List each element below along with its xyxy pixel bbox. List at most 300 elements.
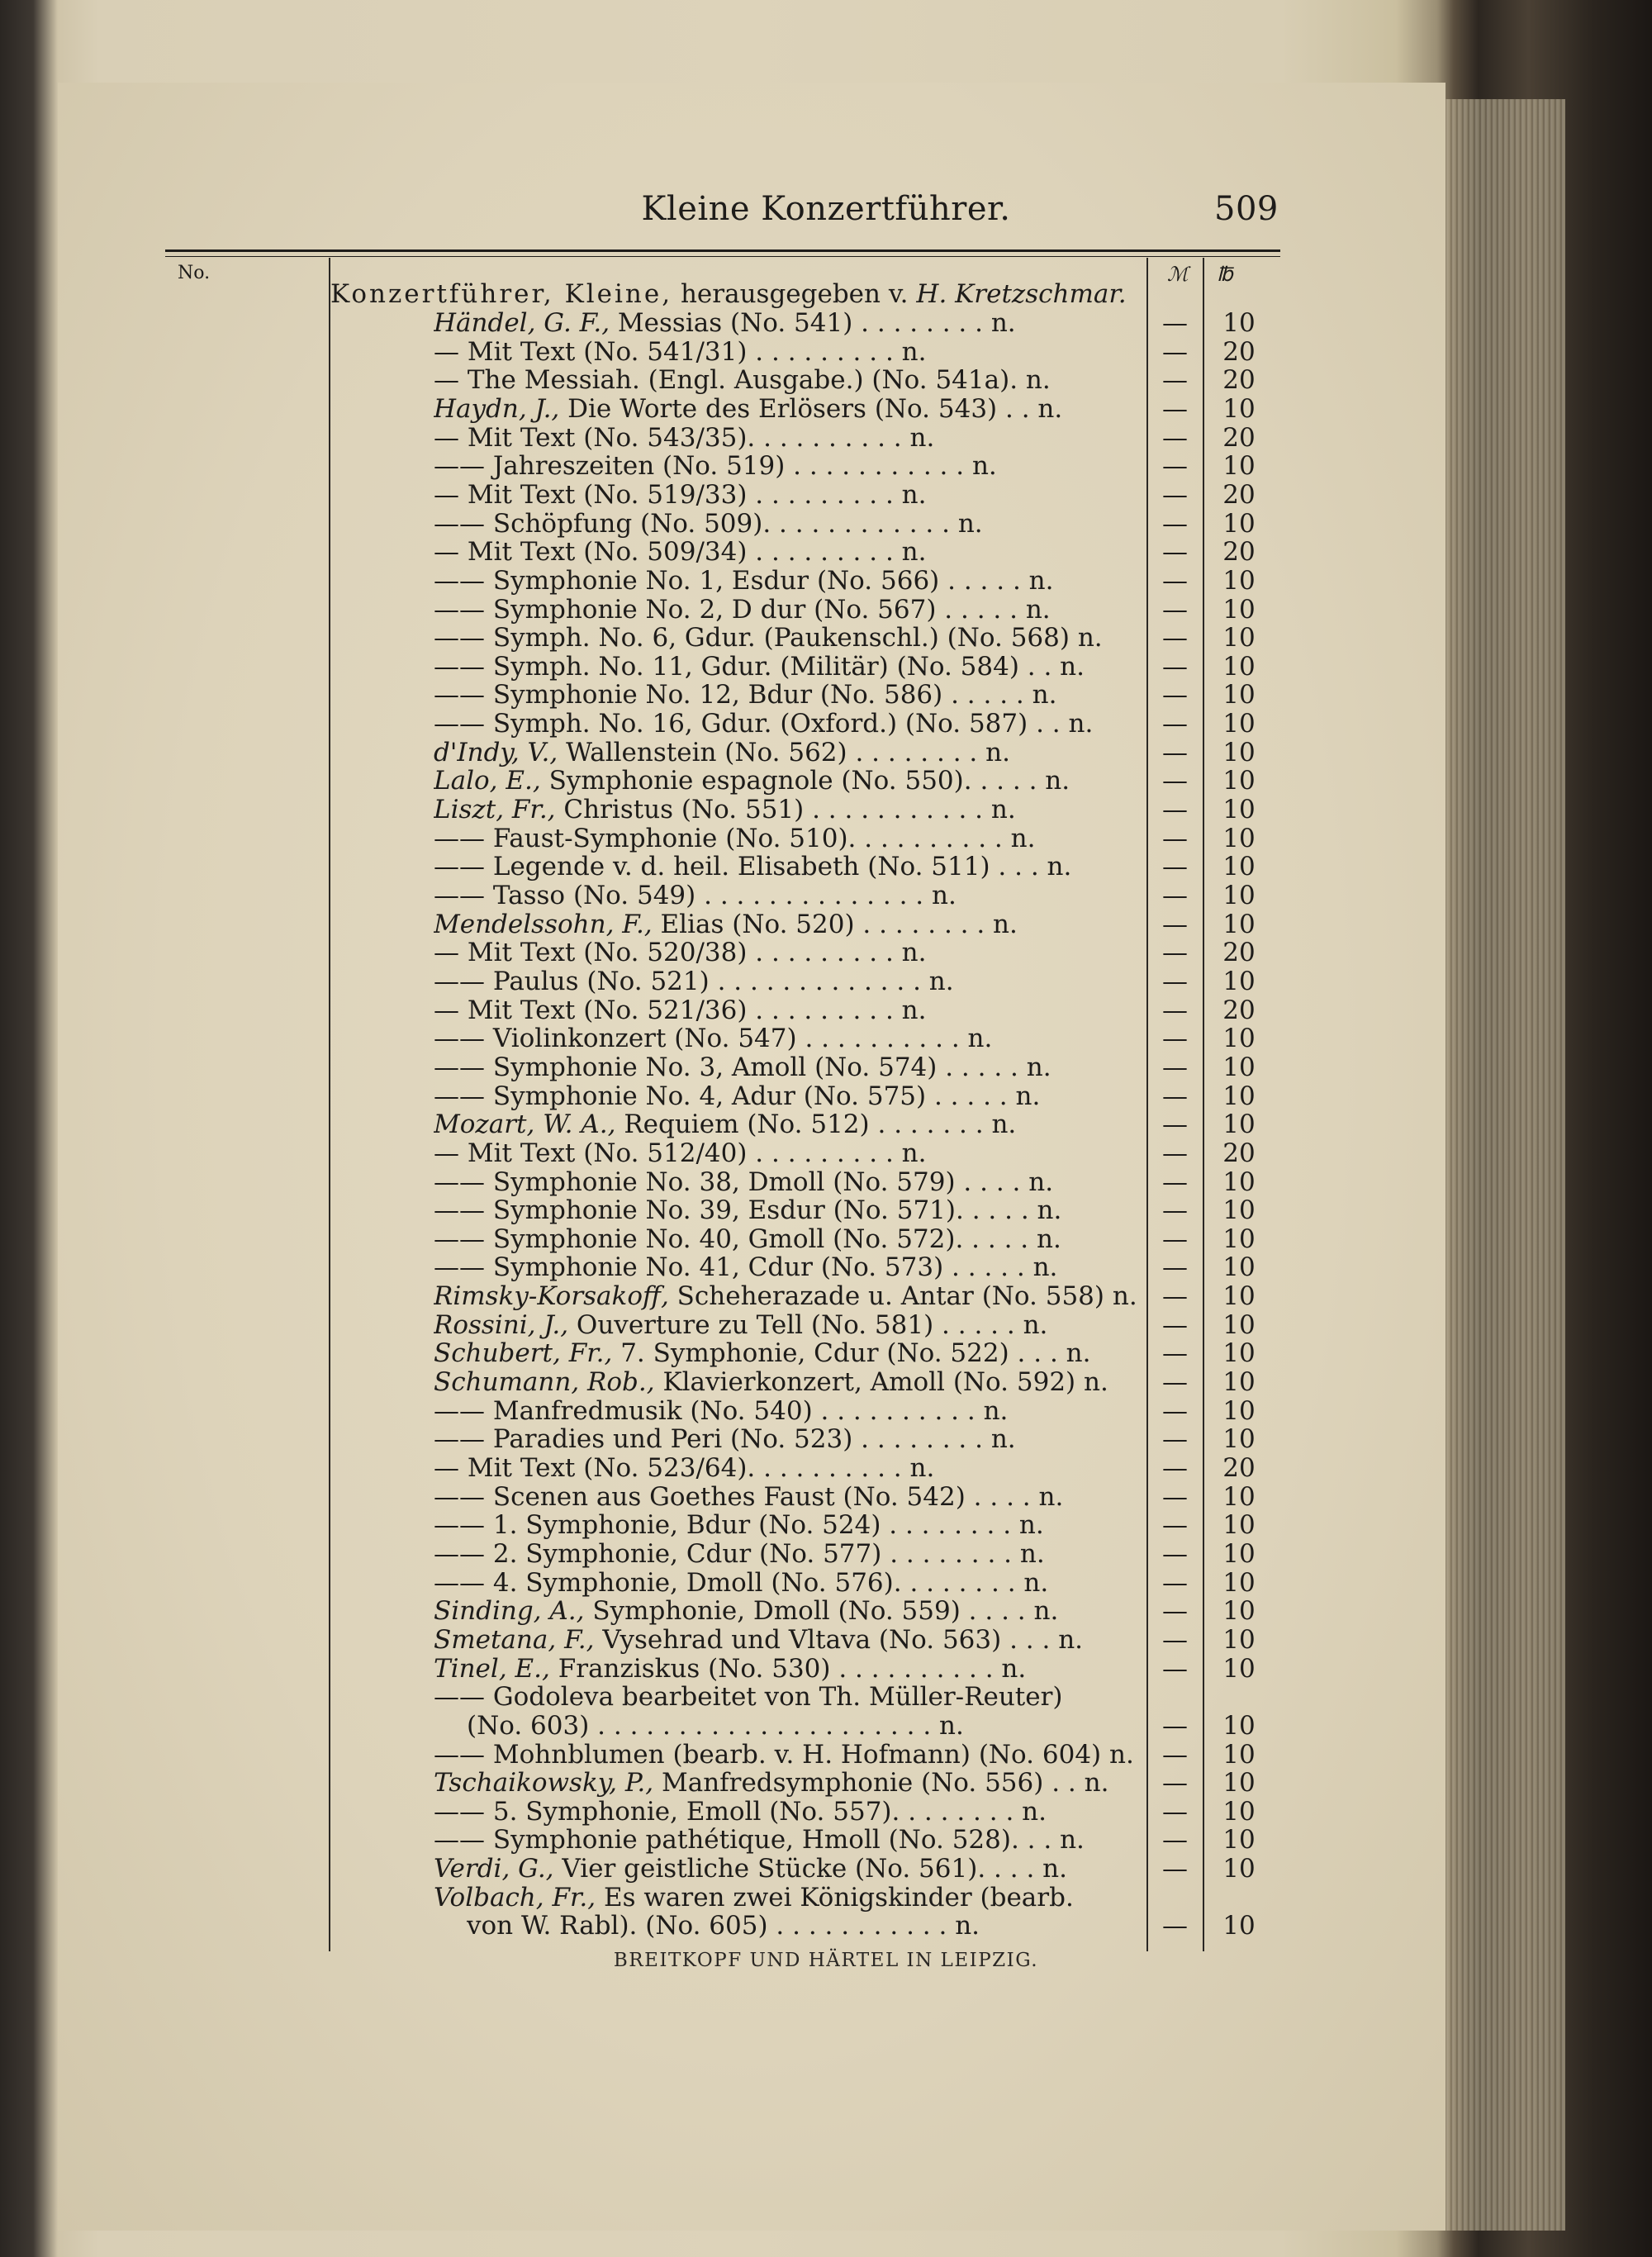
row-title: Es waren zwei Königskinder (bearb. <box>603 1883 1074 1913</box>
catalog-row <box>0 1339 1652 1368</box>
row-mark: — <box>1162 1768 1188 1798</box>
row-entry <box>434 739 1144 767</box>
row-pfennig: 10 <box>1222 966 1256 996</box>
row-title: Wallenstein (No. 562) . . . . . . . . n. <box>566 738 1010 767</box>
catalog-row <box>0 338 1652 367</box>
row-entry <box>434 1196 1144 1225</box>
row-mark: — <box>1162 1224 1188 1254</box>
row-entry <box>434 1339 1144 1368</box>
row-mark: — <box>1162 308 1188 338</box>
row-entry <box>467 1712 1177 1741</box>
row-mark: — <box>1162 737 1188 767</box>
row-title: (No. 603) . . . . . . . . . . . . . . . . . . . . . n. <box>467 1711 964 1741</box>
row-entry <box>434 1655 1144 1684</box>
row-mark: — <box>1162 881 1188 910</box>
catalog-row <box>0 1053 1652 1082</box>
row-entry <box>434 1741 1144 1770</box>
column-header-pfennig: ℔ <box>1217 263 1233 286</box>
row-title: —— Symphonie No. 39, Esdur (No. 571). . . . . n. <box>434 1196 1062 1225</box>
row-mark: — <box>1162 1081 1188 1111</box>
row-entry <box>434 1769 1144 1798</box>
row-title: Messias (No. 541) . . . . . . . . n. <box>617 309 1016 338</box>
page-title: Kleine Konzertführer. <box>641 190 1011 228</box>
row-entry <box>434 1511 1144 1540</box>
catalog-row <box>0 938 1652 967</box>
row-pfennig: 10 <box>1222 1854 1256 1884</box>
catalog-row <box>0 881 1652 910</box>
row-entry <box>434 481 1144 510</box>
row-pfennig: 10 <box>1222 1538 1256 1569</box>
catalog-row <box>0 1253 1652 1282</box>
row-composer: Liszt, Fr., <box>434 796 556 824</box>
row-title: — Mit Text (No. 523/64). . . . . . . . . . n. <box>434 1454 935 1483</box>
row-mark: — <box>1162 1739 1188 1770</box>
row-entry <box>434 1540 1144 1569</box>
row-title: —— Mohnblumen (bearb. v. H. Hofmann) (No. 604) n. <box>434 1740 1134 1770</box>
row-composer: Händel, G. F., <box>434 309 610 338</box>
row-pfennig: 20 <box>1222 479 1256 510</box>
row-pfennig: 10 <box>1222 451 1256 482</box>
row-title: —— Symphonie No. 40, Gmoll (No. 572). . . . . n. <box>434 1224 1061 1254</box>
row-entry <box>434 881 1144 910</box>
row-title: —— 1. Symphonie, Bdur (No. 524) . . . . . . . . n. <box>434 1511 1044 1540</box>
row-pfennig: 10 <box>1222 709 1256 739</box>
row-title: — The Messiah. (Engl. Ausgabe.) (No. 541a). n. <box>434 366 1051 395</box>
row-entry <box>434 1483 1144 1512</box>
row-title: —— Tasso (No. 549) . . . . . . . . . . . . . . n. <box>434 881 957 910</box>
row-entry <box>467 1912 1177 1941</box>
catalog-row <box>0 1082 1652 1111</box>
row-mark: — <box>1162 451 1188 482</box>
row-title: —— Symphonie No. 12, Bdur (No. 586) . . . . . n. <box>434 681 1057 710</box>
catalog-row <box>0 567 1652 596</box>
row-pfennig: 10 <box>1222 623 1256 653</box>
catalog-row <box>0 796 1652 824</box>
row-title: —— Paradies und Peri (No. 523) . . . . . . . . n. <box>434 1425 1016 1454</box>
row-title: —— Godoleva bearbeitet von Th. Müller-Reuter) <box>434 1683 1063 1712</box>
row-mark: — <box>1162 1510 1188 1541</box>
row-mark: — <box>1162 1596 1188 1627</box>
catalog-row <box>0 366 1652 395</box>
row-pfennig: 10 <box>1222 1281 1256 1312</box>
catalog-row <box>0 1769 1652 1798</box>
row-composer: Tinel, E., <box>434 1654 550 1684</box>
catalog-row <box>0 653 1652 682</box>
series-name: Konzertführer, Kleine, <box>330 279 673 309</box>
row-title: —— 5. Symphonie, Emoll (No. 557). . . . . . . . n. <box>434 1797 1047 1827</box>
row-pfennig: 10 <box>1222 823 1256 853</box>
row-mark: — <box>1162 1024 1188 1054</box>
header-rule-thick <box>165 249 1280 252</box>
series-editor: H. Kretzschmar. <box>916 279 1127 309</box>
catalog-row <box>0 996 1652 1025</box>
row-mark: — <box>1162 508 1188 539</box>
row-entry <box>434 1884 1144 1913</box>
row-entry <box>434 796 1144 824</box>
row-title: Scheherazade u. Antar (No. 558) n. <box>676 1282 1137 1311</box>
row-pfennig: 10 <box>1222 1024 1256 1054</box>
row-pfennig: 10 <box>1222 508 1256 539</box>
row-mark: — <box>1162 1854 1188 1884</box>
row-composer: Rimsky-Korsakoff, <box>434 1282 669 1311</box>
row-pfennig: 10 <box>1222 1309 1256 1340</box>
row-mark: — <box>1162 1710 1188 1741</box>
row-pfennig: 10 <box>1222 1424 1256 1455</box>
row-entry <box>434 1024 1144 1053</box>
row-pfennig: 20 <box>1222 1138 1256 1168</box>
row-pfennig: 10 <box>1222 1825 1256 1855</box>
row-title: Requiem (No. 512) . . . . . . . n. <box>624 1110 1017 1139</box>
row-mark: — <box>1162 1653 1188 1684</box>
row-mark: — <box>1162 1052 1188 1082</box>
catalog-row <box>0 481 1652 510</box>
row-title: — Mit Text (No. 541/31) . . . . . . . . . n. <box>434 337 927 367</box>
row-entry <box>434 1082 1144 1111</box>
row-mark: — <box>1162 1538 1188 1569</box>
row-title: —— Symphonie pathétique, Hmoll (No. 528). . . n. <box>434 1826 1085 1855</box>
row-pfennig: 10 <box>1222 393 1256 424</box>
column-header-no: No. <box>178 263 211 283</box>
row-mark: — <box>1162 1453 1188 1483</box>
row-composer: Verdi, G., <box>434 1855 554 1884</box>
column-header-mark: ℳ <box>1167 263 1189 286</box>
row-title: —— Symphonie No. 38, Dmoll (No. 579) . . . . n. <box>434 1167 1054 1197</box>
row-mark: — <box>1162 909 1188 939</box>
row-title: —— Symph. No. 6, Gdur. (Paukenschl.) (No. 568) n. <box>434 624 1103 653</box>
row-entry <box>434 1168 1144 1197</box>
row-composer: Haydn, J., <box>434 394 560 424</box>
row-pfennig: 10 <box>1222 651 1256 682</box>
row-entry <box>434 1282 1144 1311</box>
row-composer: Lalo, E., <box>434 767 541 796</box>
row-entry <box>434 681 1144 710</box>
catalog-row <box>0 624 1652 653</box>
row-composer: Tschaikowsky, P., <box>434 1769 654 1798</box>
row-entry <box>434 452 1144 481</box>
row-title: Elias (No. 520) . . . . . . . . n. <box>660 910 1018 939</box>
row-mark: — <box>1162 1424 1188 1455</box>
row-entry <box>434 1053 1144 1082</box>
row-composer: Volbach, Fr., <box>434 1883 596 1913</box>
row-pfennig: 10 <box>1222 1596 1256 1627</box>
row-title: —— Symphonie No. 4, Adur (No. 575) . . . . . n. <box>434 1081 1041 1111</box>
row-entry <box>434 1139 1144 1168</box>
row-entry <box>434 1397 1144 1426</box>
row-title: 7. Symphonie, Cdur (No. 522) . . . n. <box>620 1339 1091 1368</box>
catalog-row <box>0 1397 1652 1426</box>
row-title: — Mit Text (No. 519/33) . . . . . . . . . n. <box>434 480 927 510</box>
row-mark: — <box>1162 651 1188 682</box>
catalog-row <box>0 910 1652 939</box>
row-entry <box>434 1826 1144 1855</box>
row-title: Symphonie, Dmoll (No. 559) . . . . n. <box>592 1597 1059 1626</box>
catalog-row <box>0 1712 1652 1741</box>
row-mark: — <box>1162 1252 1188 1283</box>
row-pfennig: 10 <box>1222 1624 1256 1655</box>
row-composer: Mozart, W. A., <box>434 1110 616 1139</box>
row-pfennig: 20 <box>1222 1453 1256 1483</box>
row-entry <box>434 824 1144 853</box>
row-mark: — <box>1162 594 1188 625</box>
catalog-row <box>0 1855 1652 1884</box>
catalog-row <box>0 853 1652 881</box>
row-entry <box>434 567 1144 596</box>
catalog-row <box>0 1655 1652 1684</box>
row-entry <box>434 395 1144 424</box>
row-mark: — <box>1162 938 1188 968</box>
row-title: —— Violinkonzert (No. 547) . . . . . . . . . . n. <box>434 1024 993 1053</box>
catalog-row <box>0 510 1652 539</box>
catalog-row <box>0 710 1652 739</box>
row-pfennig: 20 <box>1222 336 1256 367</box>
row-mark: — <box>1162 565 1188 596</box>
row-title: —— Symph. No. 11, Gdur. (Militär) (No. 584) . . n. <box>434 652 1085 682</box>
catalog-row <box>0 1597 1652 1626</box>
row-pfennig: 10 <box>1222 1195 1256 1226</box>
catalog-row <box>0 1425 1652 1454</box>
row-title: — Mit Text (No. 509/34) . . . . . . . . . n. <box>434 538 927 567</box>
row-title: —— Paulus (No. 521) . . . . . . . . . . . . . n. <box>434 967 954 996</box>
row-pfennig: 10 <box>1222 766 1256 796</box>
row-title: Vysehrad und Vltava (No. 563) . . . n. <box>602 1625 1084 1655</box>
row-entry <box>434 1569 1144 1598</box>
catalog-row <box>0 1225 1652 1254</box>
row-pfennig: 10 <box>1222 680 1256 710</box>
row-pfennig: 10 <box>1222 1167 1256 1197</box>
row-mark: — <box>1162 1624 1188 1655</box>
row-title: —— Symphonie No. 1, Esdur (No. 566) . . . . . n. <box>434 566 1054 596</box>
row-entry <box>434 1626 1144 1655</box>
series-rest: herausgegeben v. <box>680 279 909 309</box>
row-pfennig: 10 <box>1222 1567 1256 1598</box>
row-title: — Mit Text (No. 543/35). . . . . . . . . . n. <box>434 423 935 453</box>
row-composer: Schumann, Rob., <box>434 1368 655 1397</box>
row-entry <box>434 596 1144 625</box>
row-title: —— 2. Symphonie, Cdur (No. 577) . . . . . . . . n. <box>434 1539 1045 1569</box>
row-mark: — <box>1162 422 1188 453</box>
row-pfennig: 20 <box>1222 365 1256 396</box>
row-mark: — <box>1162 393 1188 424</box>
row-mark: — <box>1162 1367 1188 1398</box>
catalog-row <box>0 1368 1652 1397</box>
catalog-row <box>0 1168 1652 1197</box>
row-mark: — <box>1162 1138 1188 1168</box>
row-title: — Mit Text (No. 520/38) . . . . . . . . . n. <box>434 938 927 967</box>
row-title: —— Symph. No. 16, Gdur. (Oxford.) (No. 587) . . n. <box>434 710 1094 739</box>
row-entry <box>434 910 1144 939</box>
catalog-row <box>0 1884 1652 1913</box>
row-pfennig: 10 <box>1222 909 1256 939</box>
row-title: von W. Rabl). (No. 605) . . . . . . . . . . . n. <box>467 1912 980 1941</box>
catalog-row <box>0 1139 1652 1168</box>
row-pfennig: 20 <box>1222 537 1256 568</box>
catalog-row <box>0 824 1652 853</box>
row-title: Vier geistliche Stücke (No. 561). . . . n. <box>562 1855 1067 1884</box>
row-title: —— Symphonie No. 2, D dur (No. 567) . . . . . n. <box>434 595 1051 625</box>
catalog-row <box>0 1196 1652 1225</box>
catalog-row <box>0 1110 1652 1139</box>
row-title: —— Scenen aus Goethes Faust (No. 542) . . . . n. <box>434 1482 1064 1512</box>
catalog-row <box>0 1569 1652 1598</box>
row-mark: — <box>1162 1109 1188 1140</box>
catalog-row <box>0 1683 1652 1712</box>
catalog-row <box>0 1311 1652 1340</box>
catalog-row <box>0 452 1652 481</box>
row-pfennig: 10 <box>1222 1252 1256 1283</box>
row-mark: — <box>1162 795 1188 825</box>
row-mark: — <box>1162 1338 1188 1369</box>
row-entry <box>434 1798 1144 1827</box>
row-mark: — <box>1162 995 1188 1025</box>
row-mark: — <box>1162 537 1188 568</box>
row-pfennig: 10 <box>1222 1510 1256 1541</box>
catalog-row <box>0 1024 1652 1053</box>
row-title: Franziskus (No. 530) . . . . . . . . . . n. <box>558 1654 1027 1684</box>
row-title: — Mit Text (No. 521/36) . . . . . . . . . n. <box>434 995 927 1025</box>
row-pfennig: 20 <box>1222 422 1256 453</box>
row-mark: — <box>1162 1395 1188 1426</box>
row-pfennig: 10 <box>1222 1739 1256 1770</box>
row-pfennig: 10 <box>1222 565 1256 596</box>
row-mark: — <box>1162 1167 1188 1197</box>
row-pfennig: 20 <box>1222 938 1256 968</box>
row-composer: Smetana, F., <box>434 1625 595 1655</box>
row-title: Symphonie espagnole (No. 550). . . . . n. <box>548 767 1070 796</box>
row-entry <box>434 996 1144 1025</box>
row-composer: d'Indy, V., <box>434 738 558 767</box>
catalog-row <box>0 1454 1652 1483</box>
header-rule-thin <box>165 256 1280 257</box>
catalog-row <box>0 309 1652 338</box>
row-mark: — <box>1162 1796 1188 1827</box>
row-entry <box>434 1855 1144 1884</box>
row-pfennig: 10 <box>1222 1367 1256 1398</box>
row-title: Ouverture zu Tell (No. 581) . . . . . n. <box>576 1310 1048 1340</box>
row-mark: — <box>1162 1281 1188 1312</box>
catalog-row <box>0 1826 1652 1855</box>
row-mark: — <box>1162 479 1188 510</box>
catalog-row <box>0 739 1652 767</box>
catalog-row <box>0 1511 1652 1540</box>
row-composer: Mendelssohn, F., <box>434 910 653 939</box>
row-mark: — <box>1162 709 1188 739</box>
row-entry <box>434 653 1144 682</box>
catalog-row <box>0 1741 1652 1770</box>
row-pfennig: 10 <box>1222 1109 1256 1140</box>
row-entry <box>434 624 1144 653</box>
row-mark: — <box>1162 823 1188 853</box>
row-title: —— Manfredmusik (No. 540) . . . . . . . . . . n. <box>434 1396 1009 1426</box>
row-title: —— Jahreszeiten (No. 519) . . . . . . . . . . . n. <box>434 452 997 481</box>
row-mark: — <box>1162 1825 1188 1855</box>
row-entry <box>434 967 1144 996</box>
row-mark: — <box>1162 1567 1188 1598</box>
row-entry <box>434 710 1144 739</box>
row-pfennig: 20 <box>1222 995 1256 1025</box>
row-entry <box>434 338 1144 367</box>
row-title: —— Symphonie No. 3, Amoll (No. 574) . . . . . n. <box>434 1052 1051 1082</box>
catalog-row <box>0 1540 1652 1569</box>
row-title: Klavierkonzert, Amoll (No. 592) n. <box>662 1368 1108 1397</box>
row-pfennig: 10 <box>1222 795 1256 825</box>
catalog-row <box>0 1912 1652 1941</box>
row-pfennig: 10 <box>1222 1224 1256 1254</box>
catalog-row <box>0 395 1652 424</box>
catalog-row <box>0 767 1652 796</box>
row-title: —— 4. Symphonie, Dmoll (No. 576). . . . . . . . n. <box>434 1568 1049 1598</box>
row-entry <box>434 538 1144 567</box>
catalog-row <box>0 424 1652 453</box>
row-mark: — <box>1162 1195 1188 1226</box>
row-mark: — <box>1162 1309 1188 1340</box>
row-pfennig: 10 <box>1222 1052 1256 1082</box>
row-entry <box>434 1311 1144 1340</box>
row-entry <box>434 767 1144 796</box>
row-entry <box>434 853 1144 881</box>
row-mark: — <box>1162 680 1188 710</box>
row-pfennig: 10 <box>1222 881 1256 910</box>
catalog-row <box>0 1282 1652 1311</box>
row-entry <box>434 1368 1144 1397</box>
catalog-row <box>0 538 1652 567</box>
row-mark: — <box>1162 852 1188 882</box>
row-mark: — <box>1162 623 1188 653</box>
row-title: Manfredsymphonie (No. 556) . . n. <box>661 1769 1109 1798</box>
row-composer: Schubert, Fr., <box>434 1339 613 1368</box>
row-entry <box>434 510 1144 539</box>
row-mark: — <box>1162 336 1188 367</box>
catalog-row <box>0 1626 1652 1655</box>
series-heading <box>330 279 1143 309</box>
catalog-row <box>0 596 1652 625</box>
row-title: —— Legende v. d. heil. Elisabeth (No. 511) . . . n. <box>434 853 1072 881</box>
row-pfennig: 10 <box>1222 1796 1256 1827</box>
row-composer: Sinding, A., <box>434 1597 585 1626</box>
row-title: Christus (No. 551) . . . . . . . . . . . n. <box>563 796 1016 824</box>
row-entry <box>434 1425 1144 1454</box>
row-mark: — <box>1162 966 1188 996</box>
row-entry <box>434 1454 1144 1483</box>
catalog-row <box>0 1483 1652 1512</box>
row-entry <box>434 366 1144 395</box>
row-entry <box>434 1110 1144 1139</box>
row-entry <box>434 938 1144 967</box>
row-entry <box>434 309 1144 338</box>
row-pfennig: 10 <box>1222 1710 1256 1741</box>
row-title: —— Symphonie No. 41, Cdur (No. 573) . . . . . n. <box>434 1253 1058 1283</box>
row-pfennig: 10 <box>1222 1481 1256 1512</box>
row-pfennig: 10 <box>1222 1338 1256 1369</box>
row-mark: — <box>1162 766 1188 796</box>
catalog-row <box>0 967 1652 996</box>
row-entry <box>434 424 1144 453</box>
row-pfennig: 10 <box>1222 1395 1256 1426</box>
row-pfennig: 10 <box>1222 1081 1256 1111</box>
row-mark: — <box>1162 1911 1188 1941</box>
catalog-row <box>0 1798 1652 1827</box>
row-entry <box>434 1683 1144 1712</box>
row-pfennig: 10 <box>1222 308 1256 338</box>
catalog-row <box>0 681 1652 710</box>
row-mark: — <box>1162 365 1188 396</box>
row-title: —— Faust-Symphonie (No. 510). . . . . . . . . . n. <box>434 824 1036 853</box>
row-title: Die Worte des Erlösers (No. 543) . . n. <box>567 394 1063 424</box>
row-pfennig: 10 <box>1222 852 1256 882</box>
row-entry <box>434 1225 1144 1254</box>
row-title: — Mit Text (No. 512/40) . . . . . . . . . n. <box>434 1138 927 1168</box>
row-mark: — <box>1162 1481 1188 1512</box>
row-pfennig: 10 <box>1222 594 1256 625</box>
